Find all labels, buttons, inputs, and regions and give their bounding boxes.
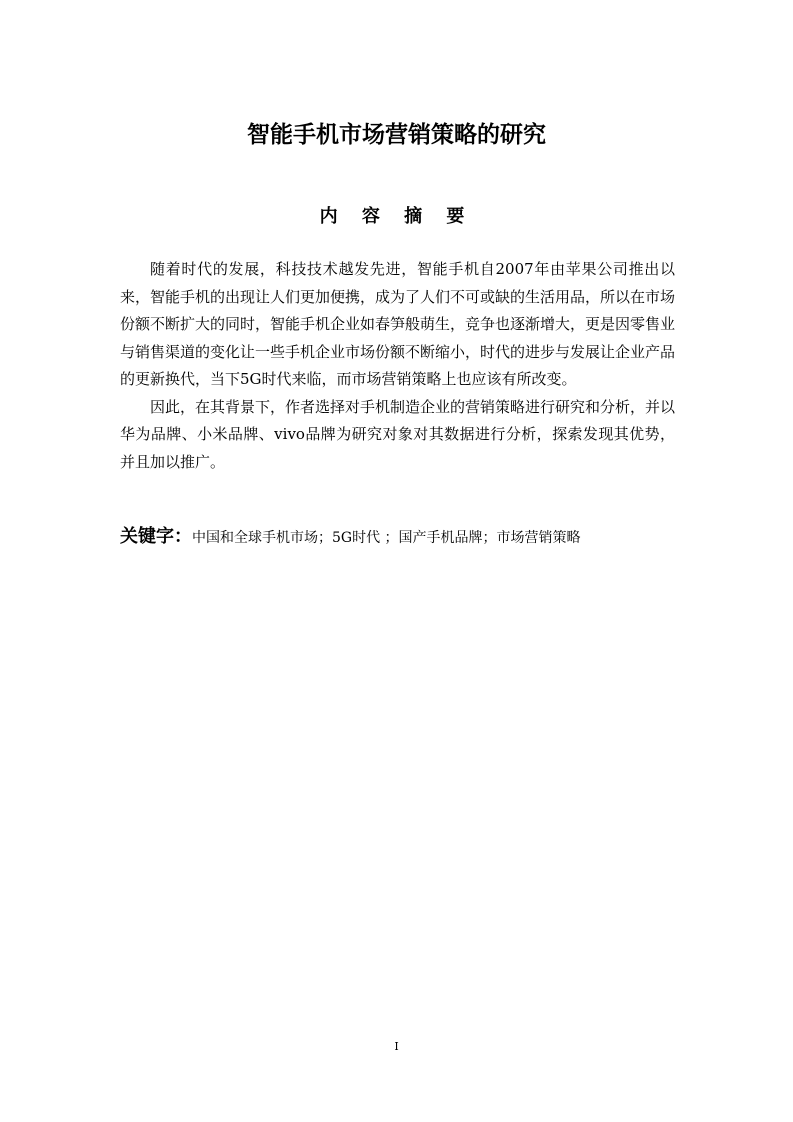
page-number: I bbox=[394, 1040, 399, 1053]
keywords-value: 中国和全球手机市场；5G时代 ；国产手机品牌；市场营销策略 bbox=[192, 530, 581, 546]
abstract-heading: 内 容 摘 要 bbox=[319, 206, 474, 227]
abstract-paragraph-2: 因此，在其背景下，作者选择对手机制造企业的营销策略进行研究和分析，并以华为品牌、小米品牌、vivo品牌为研究对象对其数据进行分析，探索发现其优势，并且加以推广。 bbox=[120, 397, 676, 471]
abstract-body bbox=[120, 256, 675, 476]
document-title: 智能手机市场营销策略的研究 bbox=[247, 122, 546, 148]
abstract-paragraph-1: 随着时代的发展，科技技术越发先进，智能手机自2007年由苹果公司推出以来，智能手机的出现让人们更加便携，成为了人们不可或缺的生活用品，所以在市场份额不断扩大的同时，智能手机企业如春笋般萌生，竞争也逐渐增大，更是因零售业与销售渠道的变化让一些手机企业市场份额不断缩小，时代的进步与发展让企业产品的更新换代，当下5G时代来临，而市场营销策略上也应该有所改变。 bbox=[120, 260, 676, 388]
keywords-label: 关键字： bbox=[120, 526, 192, 547]
keywords-line bbox=[120, 523, 720, 552]
